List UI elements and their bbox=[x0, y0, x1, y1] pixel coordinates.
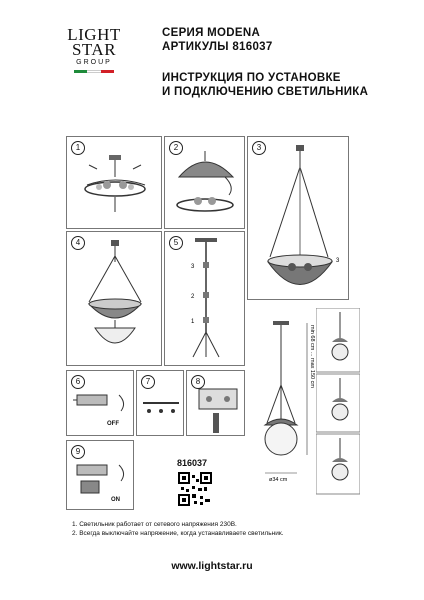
instruction-title-2: И ПОДКЛЮЧЕНИЮ СВЕТИЛЬНИКА bbox=[162, 86, 369, 98]
series-title: СЕРИЯ MODENA bbox=[162, 27, 261, 39]
logo-line-1: LIGHT bbox=[67, 25, 121, 44]
step-number: 3 bbox=[252, 141, 266, 155]
step-number: 6 bbox=[71, 375, 85, 389]
note-line: 2. Всегда выключайте напряжение, когда устанавливаете светильник. bbox=[72, 530, 284, 537]
height-dimension-label: min 68 cm ... max 150 cm bbox=[309, 325, 315, 388]
step-number: 4 bbox=[71, 236, 85, 250]
step-5-label: 2 bbox=[191, 294, 195, 300]
diameter-dimension-label: ø34 cm bbox=[269, 477, 288, 483]
articles-title: АРТИКУЛЫ 816037 bbox=[162, 41, 273, 53]
qr-code-icon[interactable] bbox=[178, 472, 212, 506]
logo-line-2: STAR bbox=[71, 40, 117, 59]
step-5-label: 1 bbox=[191, 319, 195, 325]
step-9-panel bbox=[66, 440, 134, 510]
switch-on-label: ON bbox=[111, 497, 120, 503]
step-8-panel bbox=[186, 370, 245, 436]
step-number: 7 bbox=[141, 375, 155, 389]
switch-off-label: OFF bbox=[107, 421, 119, 427]
step-4-illustration bbox=[67, 232, 162, 366]
step-number: 9 bbox=[71, 445, 85, 459]
step-number: 2 bbox=[169, 141, 183, 155]
website-link[interactable]: www.lightstar.ru bbox=[171, 560, 253, 572]
article-number: 816037 bbox=[177, 458, 208, 468]
step-1-panel bbox=[66, 136, 162, 229]
italian-flag-icon bbox=[74, 70, 114, 73]
notes-block bbox=[72, 520, 284, 538]
logo-line-3: GROUP bbox=[76, 59, 112, 66]
step-5-illustration bbox=[165, 232, 245, 366]
step-number: 1 bbox=[71, 141, 85, 155]
step-5-panel bbox=[164, 231, 245, 366]
lightstar-logo bbox=[60, 27, 128, 73]
step-7-panel bbox=[136, 370, 184, 436]
instruction-title-1: ИНСТРУКЦИЯ ПО УСТАНОВКЕ bbox=[162, 72, 341, 84]
step-3-illustration bbox=[248, 137, 349, 300]
step-2-panel bbox=[164, 136, 245, 229]
step-3-panel bbox=[247, 136, 349, 300]
note-line: 1. Светильник работает от сетевого напряжения 230В. bbox=[72, 521, 237, 528]
step-5-label: 3 bbox=[191, 264, 195, 270]
step-number: 8 bbox=[191, 375, 205, 389]
height-variants bbox=[316, 308, 360, 496]
step-6-panel bbox=[66, 370, 134, 436]
svg-text:3: 3 bbox=[336, 258, 340, 264]
step-4-panel bbox=[66, 231, 162, 366]
step-number: 5 bbox=[169, 236, 183, 250]
